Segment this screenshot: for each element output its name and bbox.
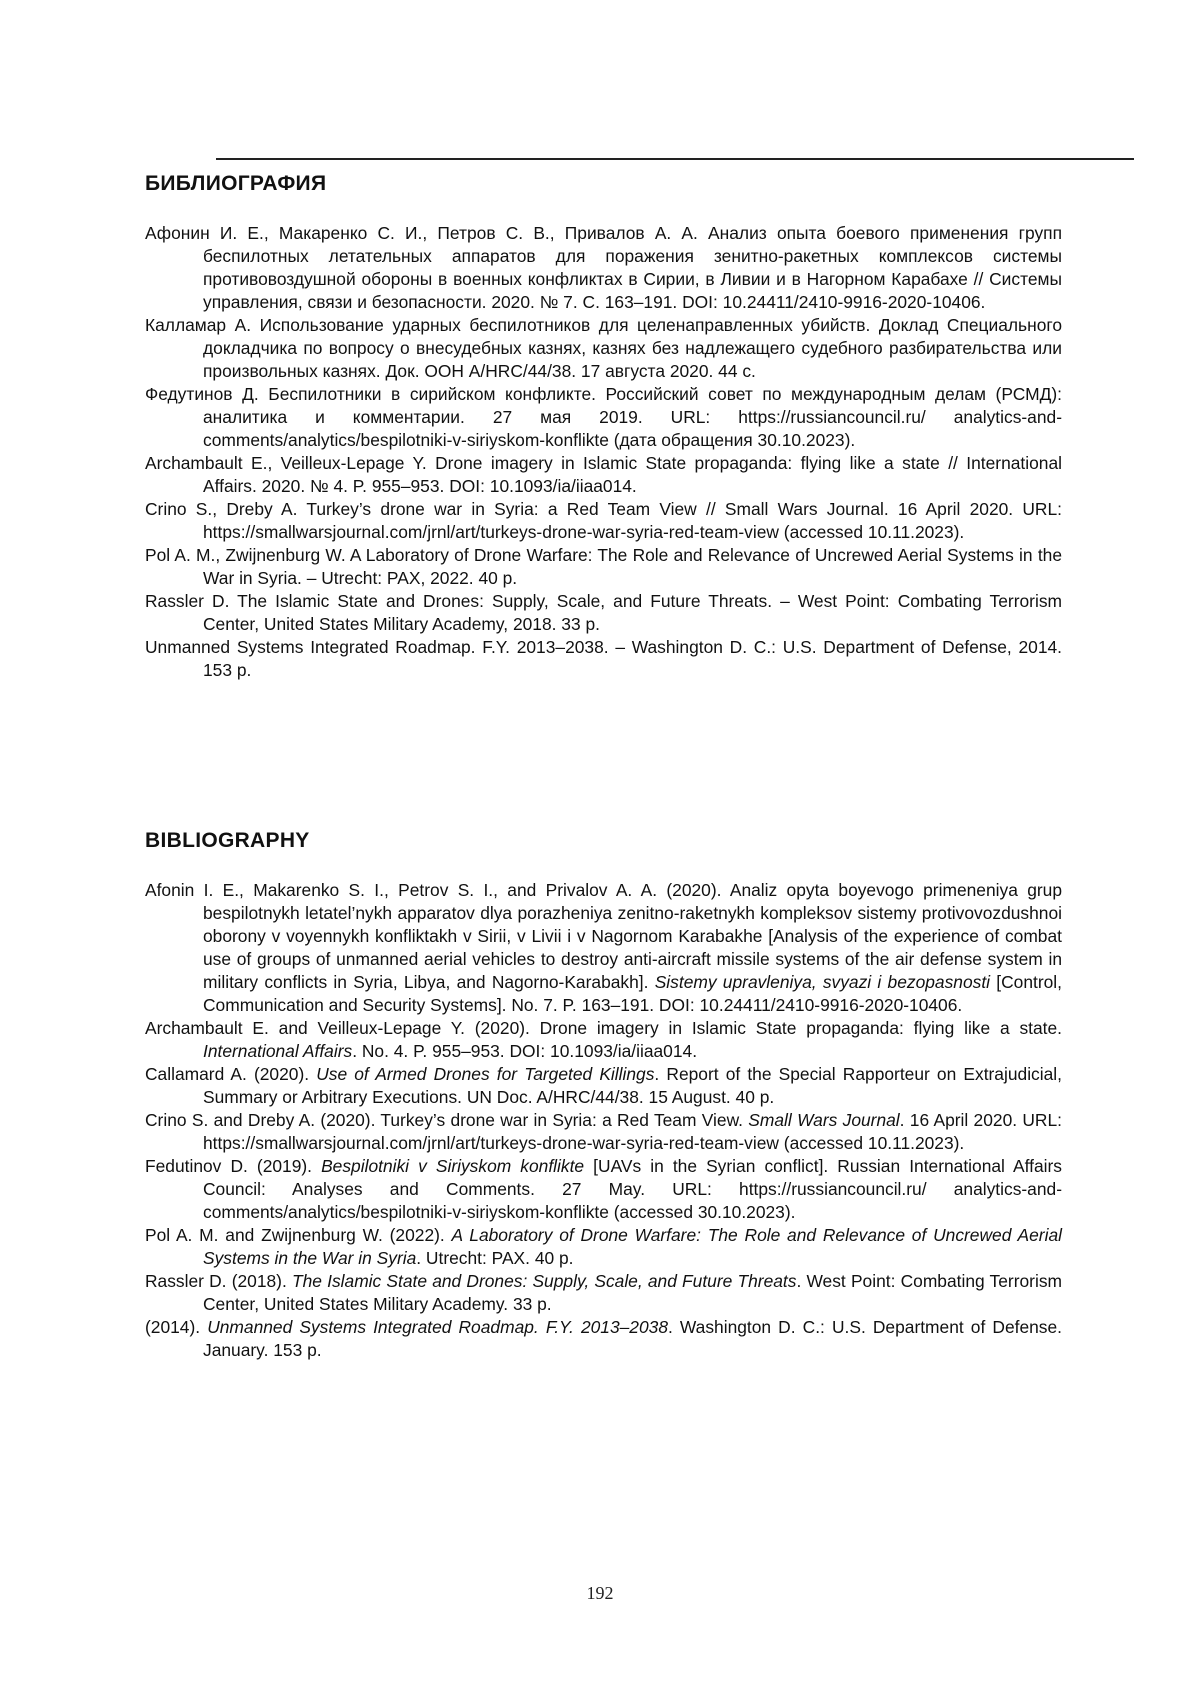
ref-text: . 16 April 2020. URL: https://smallwarsjournal.com/jrnl/art/turkeys-drone-war-syria-red-team-view (accessed 10.11.2023). <box>203 1110 1062 1153</box>
ref-afonin-ru: Афонин И. Е., Макаренко С. И., Петров С. В., Привалов А. А. Анализ опыта боевого применения групп беспилотных летательных аппаратов для поражения зенитно-ракетных комплексов системы противовоздушной обороны в военных конфликтах в Сирии, в Ливии и в Нагорном Карабахе // Системы управления, связи и безопасности. 2020. № 7. С. 163–191. DOI: 10.24411/2410-9916-2020-10406. <box>145 223 1062 312</box>
ref-text: [Control, Communication and Security Systems]. No. 7. P. 163–191. DOI: 10.24411/2410-9916-2020-10406. <box>203 972 1062 1015</box>
ref-title-italic: Sistemy upravleniya, svyazi i bezopasnosti <box>654 972 991 992</box>
ref-text: Crino S. and Dreby A. (2020). Turkey’s drone war in Syria: a Red Team View. <box>145 1110 749 1130</box>
ref-roadmap-en <box>145 1316 1062 1362</box>
ref-pol-ru: Pol A. M., Zwijnenburg W. A Laboratory of Drone Warfare: The Role and Relevance of Uncrewed Aerial Systems in the War in Syria. – Utrecht: PAX, 2022. 40 p. <box>145 545 1062 588</box>
ref-text: Pol A. M. and Zwijnenburg W. (2022). <box>145 1225 452 1245</box>
ref-pol-en <box>145 1224 1062 1270</box>
ref-text: Fedutinov D. (2019). <box>145 1156 322 1176</box>
ref-text: [UAVs in the Syrian conflict]. Russian International Affairs Council: Analyses and Comments. 27 May. URL: https://russiancouncil.ru/ analytics-and-comments/analytics/bespilotniki-v-siriyskom-konflikte (accessed 30.10.2023). <box>203 1156 1062 1222</box>
ref-archambault-en <box>145 1017 1062 1063</box>
ref-text: Archambault E. and Veilleux-Lepage Y. (2020). Drone imagery in Islamic State propaganda: flying like a state. <box>145 1018 1062 1038</box>
ref-title-italic: International Affairs <box>203 1041 353 1061</box>
ref-afonin-en <box>145 879 1062 1017</box>
ref-title-italic: The Islamic State and Drones: Supply, Scale, and Future Threats <box>291 1271 797 1291</box>
ref-fedutinov-ru: Федутинов Д. Беспилотники в сирийском конфликте. Российский совет по международным делам (РСМД): аналитика и комментарии. 27 мая 2019. URL: https://russiancouncil.ru/ analytics-and-comments/analytics/bespilotniki-v-siriyskom-konflikte (дата обращения 30.10.2023). <box>145 384 1062 450</box>
ref-title-italic: Unmanned Systems Integrated Roadmap. F.Y. 2013–2038 <box>207 1317 668 1337</box>
ref-text: Afonin I. E., Makarenko S. I., Petrov S. I., and Privalov A. A. (2020). Analiz opyta boyevogo primeneniya grup bespilotnykh letatel’nykh apparatov dlya porazheniya zenitno-raketnykh kompleksov sistemy protivovozdushnoi oborony v voyennykh konfliktakh v Sirii, v Livii i v Nagornom Karabakhe [Analysis of the experience of combat use of groups of unmanned aerial vehicles to destroy anti-aircraft missile systems of the air defense system in military conflicts in Syria, Libya, and Nagorno-Karabakh]. <box>145 880 1062 992</box>
ref-title-italic: Use of Armed Drones for Targeted Killings <box>316 1064 655 1084</box>
ref-text: Rassler D. (2018). <box>145 1271 292 1291</box>
ref-title-italic: Small Wars Journal <box>748 1110 900 1130</box>
ref-text: . Washington D. C.: U.S. Department of Defense. January. 153 p. <box>203 1317 1062 1360</box>
heading-russian-bibliography: БИБЛИОГРАФИЯ <box>145 172 327 195</box>
english-reference-list <box>145 879 1062 1362</box>
ref-text: . West Point: Combating Terrorism Center, United States Military Academy. 33 p. <box>203 1271 1063 1314</box>
russian-reference-list <box>145 222 1062 682</box>
page-number: 192 <box>586 1583 614 1603</box>
ref-text: . Utrecht: PAX. 40 p. <box>416 1248 574 1268</box>
ref-title-italic: A Laboratory of Drone Warfare: The Role and Relevance of Uncrewed Aerial Systems in the War in Syria <box>203 1225 1062 1268</box>
ref-text: . Report of the Special Rapporteur on Extrajudicial, Summary or Arbitrary Executions. UN Doc. A/HRC/44/38. 15 August. 40 p. <box>203 1064 1062 1107</box>
ref-title-italic: Bespilotniki v Siriyskom konflikte <box>321 1156 585 1176</box>
ref-kallamar-ru: Калламар А. Использование ударных беспилотников для целенаправленных убийств. Доклад Специального докладчика по вопросу о внесудебных казнях, казнях без надлежащего судебного разбирательства или произвольных казнях. Док. ООН A/HRC/44/38. 17 августа 2020. 44 с. <box>145 315 1062 381</box>
ref-text: (2014). <box>145 1317 208 1337</box>
heading-english-bibliography: BIBLIOGRAPHY <box>145 829 310 852</box>
ref-crino-ru: Crino S., Dreby A. Turkey’s drone war in Syria: a Red Team View // Small Wars Journal. 16 April 2020. URL: https://smallwarsjournal.com/jrnl/art/turkeys-drone-war-syria-red-team-view (accessed 10.11.2023). <box>145 499 1062 542</box>
ref-crino-en <box>145 1109 1062 1155</box>
ref-callamard-en <box>145 1063 1062 1109</box>
ref-text: Callamard A. (2020). <box>145 1064 317 1084</box>
ref-rassler-en <box>145 1270 1062 1316</box>
ref-fedutinov-en <box>145 1155 1062 1224</box>
header-rule <box>216 158 1134 160</box>
ref-roadmap-ru: Unmanned Systems Integrated Roadmap. F.Y. 2013–2038. – Washington D. C.: U.S. Department of Defense, 2014. 153 p. <box>145 637 1062 680</box>
ref-rassler-ru: Rassler D. The Islamic State and Drones: Supply, Scale, and Future Threats. – West Point: Combating Terrorism Center, United States Military Academy, 2018. 33 p. <box>145 591 1062 634</box>
ref-archambault-ru: Archambault E., Veilleux-Lepage Y. Drone imagery in Islamic State propaganda: flying like a state // International Affairs. 2020. № 4. P. 955–953. DOI: 10.1093/ia/iiaa014. <box>145 453 1062 496</box>
ref-text: . No. 4. P. 955–953. DOI: 10.1093/ia/iiaa014. <box>352 1041 698 1061</box>
